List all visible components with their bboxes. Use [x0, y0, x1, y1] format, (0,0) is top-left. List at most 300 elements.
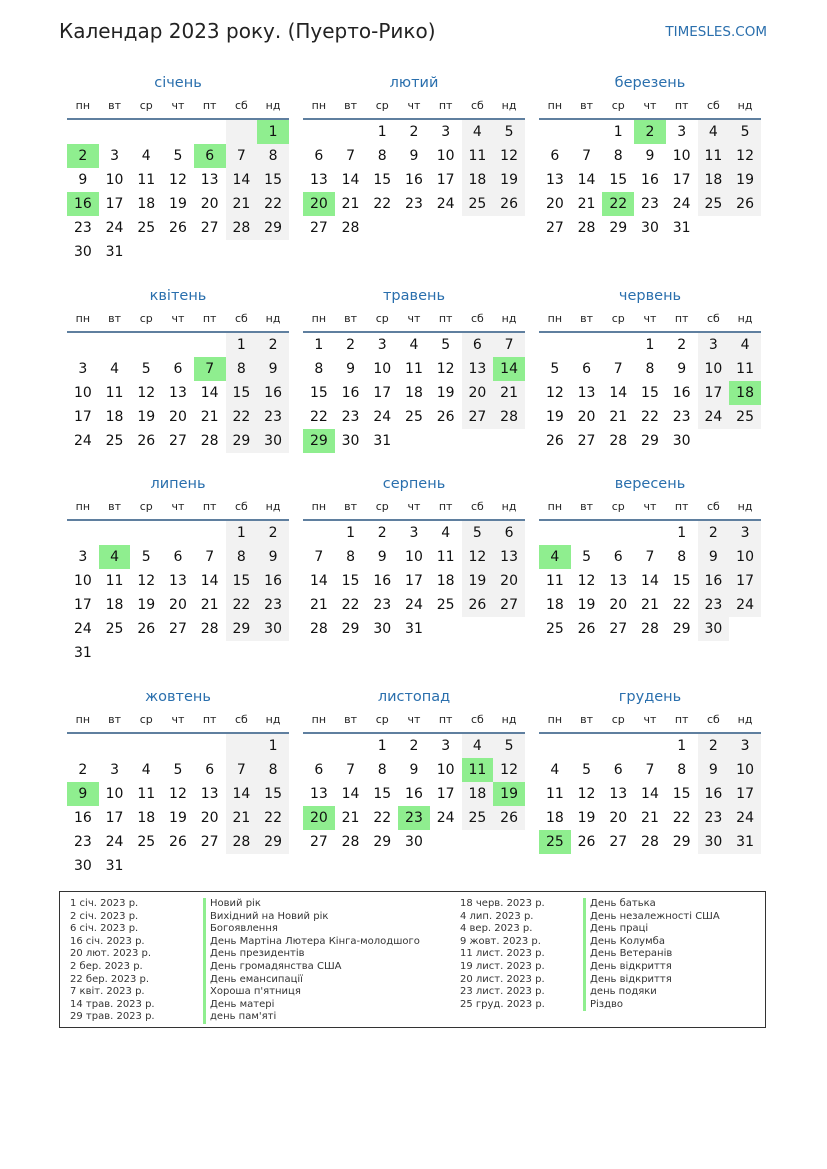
- day-cell[interactable]: 9: [698, 758, 730, 782]
- day-cell[interactable]: 28: [200, 621, 219, 637]
- day-cell[interactable]: 20: [609, 597, 628, 613]
- holiday-day[interactable]: 23: [398, 806, 430, 830]
- day-cell[interactable]: 17: [729, 782, 761, 806]
- day-cell[interactable]: 30: [341, 433, 360, 449]
- day-cell[interactable]: 15: [373, 172, 392, 188]
- day-cell[interactable]: 3: [729, 521, 761, 545]
- day-cell[interactable]: 21: [200, 597, 219, 613]
- day-cell[interactable]: 17: [698, 381, 730, 405]
- day-cell[interactable]: 25: [729, 405, 761, 429]
- holiday-day[interactable]: 6: [194, 144, 226, 168]
- day-cell[interactable]: 10: [73, 573, 92, 589]
- day-cell[interactable]: 26: [169, 220, 187, 236]
- day-cell[interactable]: 2: [698, 521, 730, 545]
- day-cell[interactable]: 12: [169, 172, 187, 188]
- day-cell[interactable]: 20: [577, 409, 596, 425]
- day-cell[interactable]: 5: [582, 549, 592, 565]
- day-cell[interactable]: 21: [609, 409, 628, 425]
- day-cell[interactable]: 9: [677, 361, 687, 377]
- day-cell[interactable]: 12: [729, 144, 761, 168]
- day-cell[interactable]: 3: [729, 734, 761, 758]
- day-cell[interactable]: 20: [545, 196, 564, 212]
- day-cell[interactable]: 24: [729, 593, 761, 617]
- day-cell[interactable]: 31: [73, 645, 92, 661]
- day-cell[interactable]: 16: [672, 385, 691, 401]
- day-cell[interactable]: 10: [729, 545, 761, 569]
- day-cell[interactable]: 15: [309, 385, 328, 401]
- day-cell[interactable]: 25: [436, 597, 455, 613]
- day-cell[interactable]: 11: [137, 786, 156, 802]
- holiday-day[interactable]: 9: [67, 782, 99, 806]
- day-cell[interactable]: 14: [341, 172, 360, 188]
- day-cell[interactable]: 23: [641, 196, 659, 212]
- day-cell[interactable]: 1: [377, 738, 387, 754]
- day-cell[interactable]: 21: [341, 196, 360, 212]
- day-cell[interactable]: 23: [405, 196, 423, 212]
- day-cell[interactable]: 13: [169, 573, 187, 589]
- day-cell[interactable]: 8: [677, 762, 687, 778]
- day-cell[interactable]: 1: [346, 525, 356, 541]
- day-cell[interactable]: 15: [257, 168, 289, 192]
- day-cell[interactable]: 12: [436, 361, 455, 377]
- day-cell[interactable]: 12: [462, 545, 494, 569]
- day-cell[interactable]: 12: [169, 786, 187, 802]
- day-cell[interactable]: 7: [493, 333, 525, 357]
- day-cell[interactable]: 9: [409, 148, 419, 164]
- day-cell[interactable]: 4: [409, 337, 419, 353]
- day-cell[interactable]: 21: [641, 810, 659, 826]
- day-cell[interactable]: 17: [373, 385, 392, 401]
- day-cell[interactable]: 2: [409, 738, 419, 754]
- day-cell[interactable]: 18: [462, 168, 494, 192]
- day-cell[interactable]: 18: [405, 385, 423, 401]
- day-cell[interactable]: 30: [698, 830, 730, 854]
- day-cell[interactable]: 5: [141, 361, 151, 377]
- day-cell[interactable]: 11: [698, 144, 730, 168]
- day-cell[interactable]: 18: [436, 573, 455, 589]
- day-cell[interactable]: 7: [582, 148, 592, 164]
- day-cell[interactable]: 19: [577, 810, 596, 826]
- day-cell[interactable]: 19: [493, 168, 525, 192]
- holiday-day[interactable]: 18: [729, 381, 761, 405]
- day-cell[interactable]: 14: [309, 573, 328, 589]
- holiday-day[interactable]: 4: [99, 545, 131, 569]
- day-cell[interactable]: 1: [257, 734, 289, 758]
- day-cell[interactable]: 29: [672, 834, 691, 850]
- day-cell[interactable]: 21: [226, 192, 258, 216]
- day-cell[interactable]: 15: [672, 786, 691, 802]
- day-cell[interactable]: 24: [373, 409, 392, 425]
- day-cell[interactable]: 3: [441, 124, 451, 140]
- site-link[interactable]: TIMESLES.COM: [665, 24, 767, 40]
- day-cell[interactable]: 10: [73, 385, 92, 401]
- day-cell[interactable]: 5: [582, 762, 592, 778]
- day-cell[interactable]: 30: [672, 433, 691, 449]
- day-cell[interactable]: 23: [698, 806, 730, 830]
- day-cell[interactable]: 7: [205, 549, 215, 565]
- day-cell[interactable]: 8: [613, 148, 623, 164]
- day-cell[interactable]: 30: [698, 617, 730, 641]
- day-cell[interactable]: 20: [200, 810, 219, 826]
- day-cell[interactable]: 6: [314, 762, 324, 778]
- day-cell[interactable]: 29: [226, 429, 258, 453]
- day-cell[interactable]: 16: [405, 172, 423, 188]
- day-cell[interactable]: 30: [73, 858, 92, 874]
- day-cell[interactable]: 17: [105, 810, 124, 826]
- day-cell[interactable]: 2: [78, 762, 88, 778]
- day-cell[interactable]: 8: [257, 144, 289, 168]
- day-cell[interactable]: 17: [73, 597, 92, 613]
- day-cell[interactable]: 11: [105, 573, 124, 589]
- holiday-day[interactable]: 16: [67, 192, 99, 216]
- day-cell[interactable]: 14: [226, 782, 258, 806]
- day-cell[interactable]: 5: [729, 120, 761, 144]
- day-cell[interactable]: 23: [257, 593, 289, 617]
- day-cell[interactable]: 25: [137, 220, 156, 236]
- day-cell[interactable]: 11: [105, 385, 124, 401]
- day-cell[interactable]: 28: [226, 216, 258, 240]
- day-cell[interactable]: 1: [613, 124, 623, 140]
- day-cell[interactable]: 27: [462, 405, 494, 429]
- day-cell[interactable]: 21: [577, 196, 596, 212]
- day-cell[interactable]: 27: [309, 834, 328, 850]
- day-cell[interactable]: 9: [409, 762, 419, 778]
- day-cell[interactable]: 14: [641, 573, 659, 589]
- day-cell[interactable]: 29: [373, 834, 392, 850]
- day-cell[interactable]: 29: [641, 433, 659, 449]
- day-cell[interactable]: 18: [462, 782, 494, 806]
- day-cell[interactable]: 6: [314, 148, 324, 164]
- day-cell[interactable]: 2: [257, 333, 289, 357]
- day-cell[interactable]: 9: [257, 357, 289, 381]
- day-cell[interactable]: 3: [441, 738, 451, 754]
- day-cell[interactable]: 9: [78, 172, 88, 188]
- day-cell[interactable]: 14: [200, 385, 219, 401]
- day-cell[interactable]: 13: [545, 172, 564, 188]
- day-cell[interactable]: 30: [73, 244, 92, 260]
- day-cell[interactable]: 26: [137, 621, 156, 637]
- day-cell[interactable]: 21: [641, 597, 659, 613]
- day-cell[interactable]: 26: [577, 834, 596, 850]
- day-cell[interactable]: 28: [226, 830, 258, 854]
- day-cell[interactable]: 10: [672, 148, 691, 164]
- day-cell[interactable]: 9: [698, 545, 730, 569]
- day-cell[interactable]: 19: [729, 168, 761, 192]
- day-cell[interactable]: 6: [173, 361, 183, 377]
- day-cell[interactable]: 30: [257, 429, 289, 453]
- day-cell[interactable]: 15: [609, 172, 628, 188]
- day-cell[interactable]: 11: [405, 361, 423, 377]
- day-cell[interactable]: 8: [226, 545, 258, 569]
- day-cell[interactable]: 19: [545, 409, 564, 425]
- day-cell[interactable]: 7: [613, 361, 623, 377]
- day-cell[interactable]: 17: [105, 196, 124, 212]
- day-cell[interactable]: 5: [493, 120, 525, 144]
- day-cell[interactable]: 25: [405, 409, 423, 425]
- day-cell[interactable]: 27: [169, 433, 187, 449]
- day-cell[interactable]: 25: [105, 621, 124, 637]
- day-cell[interactable]: 22: [641, 409, 659, 425]
- day-cell[interactable]: 18: [137, 196, 156, 212]
- day-cell[interactable]: 7: [226, 144, 258, 168]
- day-cell[interactable]: 8: [645, 361, 655, 377]
- day-cell[interactable]: 20: [462, 381, 494, 405]
- day-cell[interactable]: 23: [73, 220, 92, 236]
- day-cell[interactable]: 19: [462, 569, 494, 593]
- day-cell[interactable]: 30: [641, 220, 659, 236]
- day-cell[interactable]: 24: [729, 806, 761, 830]
- day-cell[interactable]: 1: [645, 337, 655, 353]
- day-cell[interactable]: 15: [226, 381, 258, 405]
- day-cell[interactable]: 18: [105, 409, 124, 425]
- day-cell[interactable]: 4: [462, 734, 494, 758]
- day-cell[interactable]: 29: [672, 621, 691, 637]
- day-cell[interactable]: 16: [641, 172, 659, 188]
- day-cell[interactable]: 13: [577, 385, 596, 401]
- day-cell[interactable]: 5: [141, 549, 151, 565]
- holiday-day[interactable]: 2: [634, 120, 666, 144]
- day-cell[interactable]: 11: [545, 786, 564, 802]
- day-cell[interactable]: 29: [609, 220, 628, 236]
- day-cell[interactable]: 27: [169, 621, 187, 637]
- day-cell[interactable]: 27: [609, 834, 628, 850]
- day-cell[interactable]: 4: [729, 333, 761, 357]
- day-cell[interactable]: 4: [141, 762, 151, 778]
- day-cell[interactable]: 5: [173, 148, 183, 164]
- day-cell[interactable]: 14: [609, 385, 628, 401]
- day-cell[interactable]: 3: [78, 361, 88, 377]
- holiday-day[interactable]: 29: [303, 429, 335, 453]
- day-cell[interactable]: 17: [405, 573, 423, 589]
- day-cell[interactable]: 3: [78, 549, 88, 565]
- day-cell[interactable]: 28: [577, 220, 596, 236]
- day-cell[interactable]: 22: [226, 593, 258, 617]
- day-cell[interactable]: 14: [641, 786, 659, 802]
- day-cell[interactable]: 16: [698, 782, 730, 806]
- day-cell[interactable]: 29: [226, 617, 258, 641]
- day-cell[interactable]: 18: [545, 810, 564, 826]
- holiday-day[interactable]: 1: [257, 120, 289, 144]
- day-cell[interactable]: 29: [341, 621, 360, 637]
- day-cell[interactable]: 31: [373, 433, 392, 449]
- day-cell[interactable]: 25: [137, 834, 156, 850]
- day-cell[interactable]: 10: [436, 762, 455, 778]
- day-cell[interactable]: 11: [729, 357, 761, 381]
- holiday-day[interactable]: 7: [194, 357, 226, 381]
- day-cell[interactable]: 24: [436, 810, 455, 826]
- day-cell[interactable]: 27: [609, 621, 628, 637]
- day-cell[interactable]: 2: [346, 337, 356, 353]
- holiday-day[interactable]: 11: [462, 758, 494, 782]
- day-cell[interactable]: 7: [226, 758, 258, 782]
- day-cell[interactable]: 16: [405, 786, 423, 802]
- day-cell[interactable]: 26: [577, 621, 596, 637]
- day-cell[interactable]: 8: [377, 148, 387, 164]
- day-cell[interactable]: 2: [698, 734, 730, 758]
- day-cell[interactable]: 16: [373, 573, 392, 589]
- day-cell[interactable]: 5: [441, 337, 451, 353]
- day-cell[interactable]: 3: [110, 148, 120, 164]
- day-cell[interactable]: 24: [405, 597, 423, 613]
- day-cell[interactable]: 1: [677, 738, 687, 754]
- day-cell[interactable]: 1: [226, 333, 258, 357]
- day-cell[interactable]: 26: [436, 409, 455, 425]
- day-cell[interactable]: 19: [137, 409, 156, 425]
- day-cell[interactable]: 6: [582, 361, 592, 377]
- day-cell[interactable]: 19: [577, 597, 596, 613]
- day-cell[interactable]: 6: [613, 549, 623, 565]
- day-cell[interactable]: 22: [309, 409, 328, 425]
- day-cell[interactable]: 16: [341, 385, 360, 401]
- day-cell[interactable]: 8: [346, 549, 356, 565]
- day-cell[interactable]: 31: [405, 621, 423, 637]
- day-cell[interactable]: 28: [200, 433, 219, 449]
- holiday-day[interactable]: 19: [493, 782, 525, 806]
- day-cell[interactable]: 25: [462, 192, 494, 216]
- day-cell[interactable]: 19: [169, 810, 187, 826]
- day-cell[interactable]: 28: [493, 405, 525, 429]
- day-cell[interactable]: 13: [200, 786, 219, 802]
- day-cell[interactable]: 17: [73, 409, 92, 425]
- day-cell[interactable]: 15: [641, 385, 659, 401]
- day-cell[interactable]: 20: [200, 196, 219, 212]
- day-cell[interactable]: 21: [226, 806, 258, 830]
- day-cell[interactable]: 8: [677, 549, 687, 565]
- day-cell[interactable]: 28: [341, 834, 360, 850]
- day-cell[interactable]: 26: [137, 433, 156, 449]
- day-cell[interactable]: 4: [550, 762, 560, 778]
- day-cell[interactable]: 12: [577, 786, 596, 802]
- day-cell[interactable]: 4: [441, 525, 451, 541]
- holiday-day[interactable]: 4: [539, 545, 571, 569]
- day-cell[interactable]: 10: [436, 148, 455, 164]
- day-cell[interactable]: 22: [672, 810, 691, 826]
- day-cell[interactable]: 30: [257, 617, 289, 641]
- day-cell[interactable]: 23: [257, 405, 289, 429]
- day-cell[interactable]: 12: [137, 573, 156, 589]
- day-cell[interactable]: 24: [436, 196, 455, 212]
- day-cell[interactable]: 13: [309, 172, 328, 188]
- day-cell[interactable]: 27: [545, 220, 564, 236]
- day-cell[interactable]: 27: [200, 834, 219, 850]
- day-cell[interactable]: 9: [257, 545, 289, 569]
- day-cell[interactable]: 17: [672, 172, 691, 188]
- day-cell[interactable]: 12: [493, 144, 525, 168]
- day-cell[interactable]: 25: [105, 433, 124, 449]
- day-cell[interactable]: 20: [169, 409, 187, 425]
- day-cell[interactable]: 13: [609, 786, 628, 802]
- day-cell[interactable]: 20: [169, 597, 187, 613]
- day-cell[interactable]: 13: [169, 385, 187, 401]
- holiday-day[interactable]: 20: [303, 192, 335, 216]
- day-cell[interactable]: 31: [105, 244, 124, 260]
- day-cell[interactable]: 6: [462, 333, 494, 357]
- holiday-day[interactable]: 2: [67, 144, 99, 168]
- day-cell[interactable]: 8: [377, 762, 387, 778]
- day-cell[interactable]: 8: [226, 357, 258, 381]
- day-cell[interactable]: 26: [729, 192, 761, 216]
- day-cell[interactable]: 5: [550, 361, 560, 377]
- day-cell[interactable]: 19: [137, 597, 156, 613]
- day-cell[interactable]: 18: [698, 168, 730, 192]
- day-cell[interactable]: 2: [377, 525, 387, 541]
- day-cell[interactable]: 20: [493, 569, 525, 593]
- day-cell[interactable]: 13: [609, 573, 628, 589]
- day-cell[interactable]: 21: [309, 597, 328, 613]
- day-cell[interactable]: 25: [462, 806, 494, 830]
- day-cell[interactable]: 6: [173, 549, 183, 565]
- day-cell[interactable]: 11: [137, 172, 156, 188]
- day-cell[interactable]: 30: [373, 621, 392, 637]
- day-cell[interactable]: 18: [105, 597, 124, 613]
- day-cell[interactable]: 3: [377, 337, 387, 353]
- day-cell[interactable]: 22: [672, 597, 691, 613]
- day-cell[interactable]: 1: [226, 521, 258, 545]
- day-cell[interactable]: 28: [641, 834, 659, 850]
- day-cell[interactable]: 6: [550, 148, 560, 164]
- day-cell[interactable]: 5: [173, 762, 183, 778]
- day-cell[interactable]: 24: [698, 405, 730, 429]
- day-cell[interactable]: 3: [409, 525, 419, 541]
- day-cell[interactable]: 11: [462, 144, 494, 168]
- day-cell[interactable]: 28: [641, 621, 659, 637]
- day-cell[interactable]: 24: [672, 196, 691, 212]
- day-cell[interactable]: 10: [105, 786, 124, 802]
- day-cell[interactable]: 14: [226, 168, 258, 192]
- day-cell[interactable]: 23: [373, 597, 392, 613]
- day-cell[interactable]: 12: [137, 385, 156, 401]
- day-cell[interactable]: 11: [436, 549, 455, 565]
- day-cell[interactable]: 4: [110, 361, 120, 377]
- day-cell[interactable]: 15: [373, 786, 392, 802]
- day-cell[interactable]: 17: [729, 569, 761, 593]
- day-cell[interactable]: 26: [169, 834, 187, 850]
- day-cell[interactable]: 4: [462, 120, 494, 144]
- day-cell[interactable]: 17: [436, 172, 455, 188]
- day-cell[interactable]: 27: [200, 220, 219, 236]
- day-cell[interactable]: 23: [698, 593, 730, 617]
- day-cell[interactable]: 30: [405, 834, 423, 850]
- day-cell[interactable]: 10: [729, 758, 761, 782]
- day-cell[interactable]: 26: [493, 192, 525, 216]
- day-cell[interactable]: 10: [105, 172, 124, 188]
- day-cell[interactable]: 9: [645, 148, 655, 164]
- day-cell[interactable]: 16: [73, 810, 92, 826]
- day-cell[interactable]: 26: [545, 433, 564, 449]
- day-cell[interactable]: 12: [577, 573, 596, 589]
- day-cell[interactable]: 13: [462, 357, 494, 381]
- day-cell[interactable]: 27: [493, 593, 525, 617]
- day-cell[interactable]: 2: [409, 124, 419, 140]
- day-cell[interactable]: 19: [436, 385, 455, 401]
- day-cell[interactable]: 15: [672, 573, 691, 589]
- day-cell[interactable]: 3: [110, 762, 120, 778]
- day-cell[interactable]: 10: [405, 549, 423, 565]
- day-cell[interactable]: 8: [257, 758, 289, 782]
- day-cell[interactable]: 6: [205, 762, 215, 778]
- day-cell[interactable]: 16: [257, 569, 289, 593]
- day-cell[interactable]: 23: [73, 834, 92, 850]
- day-cell[interactable]: 17: [436, 786, 455, 802]
- day-cell[interactable]: 25: [698, 192, 730, 216]
- day-cell[interactable]: 23: [341, 409, 360, 425]
- day-cell[interactable]: 23: [672, 409, 691, 425]
- day-cell[interactable]: 31: [672, 220, 691, 236]
- holiday-day[interactable]: 20: [303, 806, 335, 830]
- day-cell[interactable]: 18: [137, 810, 156, 826]
- day-cell[interactable]: 3: [698, 333, 730, 357]
- day-cell[interactable]: 28: [341, 220, 360, 236]
